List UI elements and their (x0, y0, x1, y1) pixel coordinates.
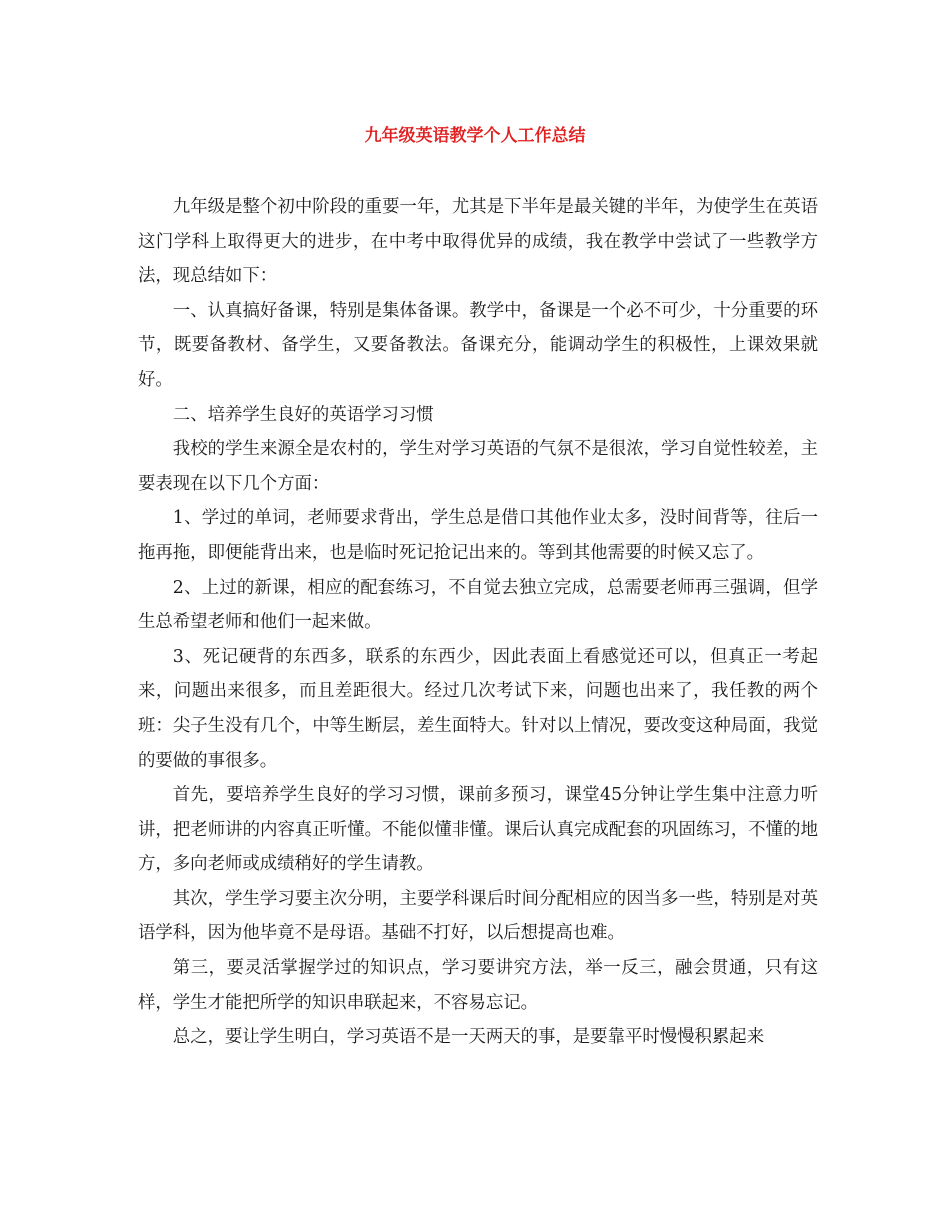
paragraph-conclusion: 总之，要让学生明白，学习英语不是一天两天的事，是要靠平时慢慢积累起来 (172, 1027, 765, 1048)
document-body (138, 190, 818, 1055)
document-title: 九年级英语教学个人工作总结 (364, 126, 586, 146)
paragraph-point-3: 3、死记硬背的东西多，联系的东西少，因此表面上看感觉还可以，但真正一考起来，问题出来很多，而且差距很大。经过几次考试下来，问题也出来了，我任教的两个班：尖子生没有几个，中等生断层，差生面特大。针对以上情况，要改变这种局面，我觉的要做的事很多。 (138, 646, 818, 771)
paragraph-section-2-heading: 二、培养学生良好的英语学习习惯 (172, 404, 434, 425)
paragraph-first: 首先，要培养学生良好的学习习惯，课前多预习，课堂45分钟让学生集中注意力听讲，把老师讲的内容真正听懂。不能似懂非懂。课后认真完成配套的巩固练习，不懂的地方，多向老师或成绩稍好的学生请教。 (138, 785, 818, 875)
paragraph-intro: 九年级是整个初中阶段的重要一年，尤其是下半年是最关键的半年，为使学生在英语这门学科上取得更大的进步，在中考中取得优异的成绩，我在教学中尝试了一些教学方法，现总结如下： (138, 197, 818, 287)
paragraph-point-2: 2、上过的新课，相应的配套练习，不自觉去独立完成，总需要老师再三强调，但学生总希望老师和他们一起来做。 (138, 577, 818, 633)
paragraph-second: 其次，学生学习要主次分明，主要学科课后时间分配相应的因当多一些，特别是对英语学科，因为他毕竟不是母语。基础不打好，以后想提高也难。 (138, 888, 818, 944)
paragraph-point-1: 1、学过的单词，老师要求背出，学生总是借口其他作业太多，没时间背等，往后一拖再拖，即便能背出来，也是临时死记抢记出来的。等到其他需要的时候又忘了。 (138, 508, 818, 563)
paragraph-student-background: 我校的学生来源全是农村的，学生对学习英语的气氛不是很浓，学习自觉性较差，主要表现在以下几个方面： (138, 439, 818, 494)
paragraph-section-1: 一、认真搞好备课，特别是集体备课。教学中，备课是一个必不可少，十分重要的环节，既要备教材、备学生，又要备教法。备课充分，能调动学生的积极性，上课效果就好。 (138, 300, 818, 390)
paragraph-third: 第三，要灵活掌握学过的知识点，学习要讲究方法，举一反三，融会贯通，只有这样，学生才能把所学的知识串联起来，不容易忘记。 (138, 958, 818, 1013)
